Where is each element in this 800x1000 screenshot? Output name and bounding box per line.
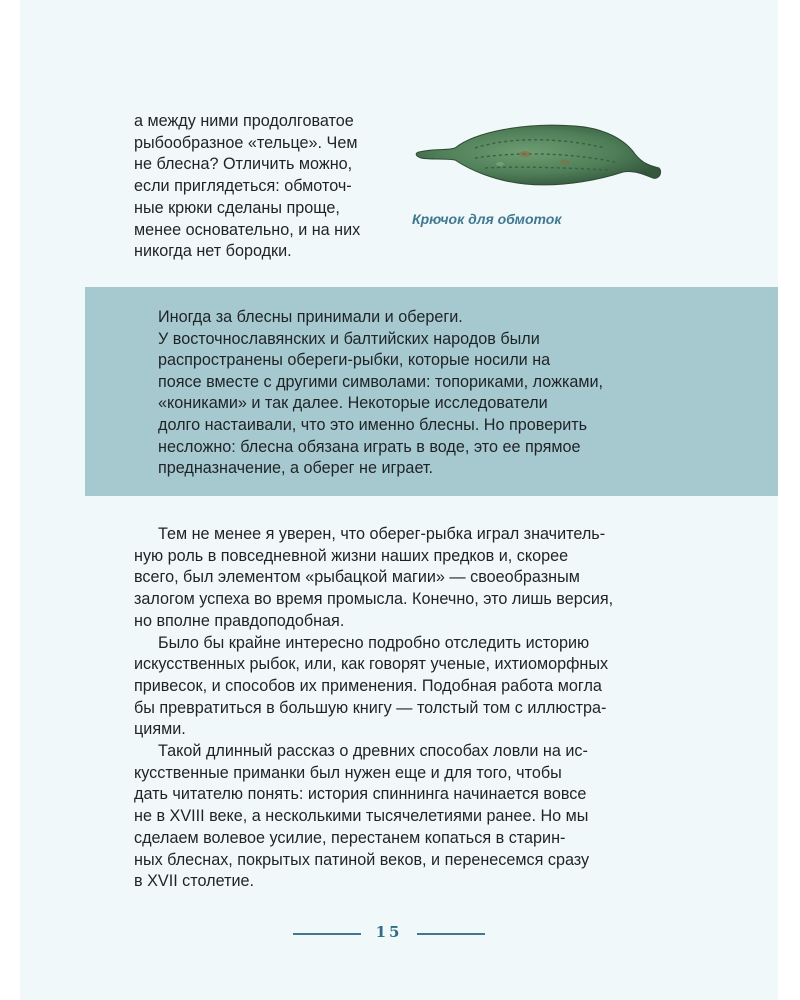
text-line: никогда нет бородки. (134, 242, 292, 261)
text-line: дать читателю понять: история спиннинга начинается вовсе (134, 785, 587, 804)
text-line: долго настаивали, что это именно блесны. Но проверить (158, 415, 588, 434)
text-line: всего, был элементом «рыбацкой магии» — своеобразным (134, 568, 580, 587)
text-line: поясе вместе с другими символами: топориками, ложками, (158, 372, 604, 391)
text-line: в XVII столетие. (134, 872, 255, 891)
hook-body (416, 125, 660, 185)
text-line: У восточнославянских и балтийских народов были (158, 329, 540, 348)
text-line: залогом успеха во время промысла. Конечно, это лишь версия, (134, 590, 614, 609)
text-line: сделаем волевое усилие, перестанем копаться в старин- (134, 828, 566, 847)
text-line: искусственных рыбок, или, как говорят ученые, ихтиоморфных (134, 655, 609, 674)
text-line: Было бы крайне интересно подробно отследить историю (158, 633, 590, 652)
page (20, 0, 778, 1000)
page-footer (293, 923, 485, 945)
text-line: Тем не менее я уверен, что оберег-рыбка играл значитель- (158, 525, 606, 543)
text-line: несложно: блесна обязана играть в воде, это ее прямое (158, 437, 581, 456)
hook-artifact-image (415, 118, 665, 196)
text-line: привесок, и способов их применения. Подобная работа могла (134, 676, 602, 695)
text-line: если приглядеться: обмоточ- (134, 177, 352, 196)
paragraph (134, 741, 674, 893)
figure-caption: Крючок для обмоток (412, 211, 562, 227)
text-line: ную роль в повседневной жизни наших предков и, скорее (134, 546, 569, 565)
callout-box (85, 287, 778, 496)
text-line: распространены обереги-рыбки, которые носили на (158, 351, 551, 370)
text-line: ных блеснах, покрытых патиной веков, и перенесемся сразу (134, 850, 590, 869)
text-line: «кониками» и так далее. Некоторые исследователи (158, 394, 548, 413)
page-number: 15 (375, 923, 403, 941)
text-line: а между ними продолговатое (134, 112, 354, 130)
text-line: не в XVIII веке, а несколькими тысячелетиями ранее. Но мы (134, 807, 589, 826)
intro-text (134, 111, 404, 263)
text-line: кусственные приманки был нужен еще и для того, чтобы (134, 763, 562, 782)
text-line: Такой длинный рассказ о древних способах ловли на ис- (158, 742, 588, 761)
callout-text (158, 307, 758, 480)
text-line: циями. (134, 720, 186, 739)
text-line: бы превратиться в большую книгу — толстый том с иллюстра- (134, 698, 607, 717)
text-line: ные крюки сделаны проще, (134, 198, 340, 217)
text-line: рыбообразное «тельце». Чем (134, 133, 358, 152)
text-line: Иногда за блесны принимали и обереги. (158, 308, 463, 326)
paragraph (134, 633, 674, 742)
text-line: менее основательно, и на них (134, 220, 361, 239)
paragraph (134, 524, 674, 633)
body-text (134, 524, 674, 893)
text-line: но вполне правдоподобная. (134, 611, 345, 630)
footer-rule-right (417, 933, 485, 935)
text-line: не блесна? Отличить можно, (134, 155, 353, 174)
text-line: предназначение, а оберег не играет. (158, 459, 434, 478)
